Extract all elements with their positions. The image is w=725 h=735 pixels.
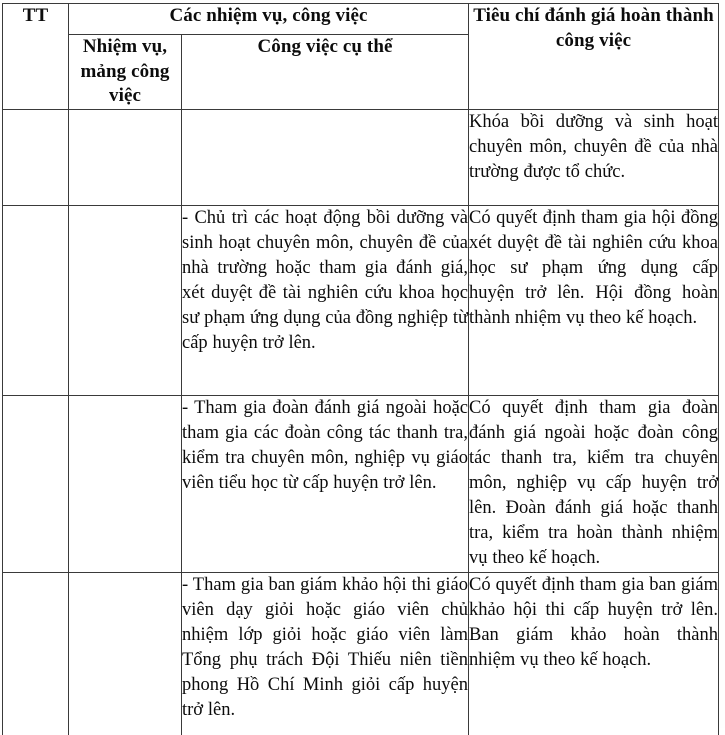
header-cell-task-group: Các nhiệm vụ, công việc	[69, 4, 469, 35]
cell-task-detail: - Chủ trì các hoạt động bồi dưỡng và sinh hoạt chuyên môn, chuyên đề của nhà trường hoặc tham gia đánh giá, xét duyệt đề tài nghiên cứu khoa học sư phạm ứng dụng của đồng nghiệp từ cấp huyện trở lên.	[182, 206, 469, 396]
cell-tt	[3, 396, 69, 572]
table-row	[3, 572, 719, 735]
table-header	[3, 4, 719, 110]
table-row	[3, 206, 719, 396]
table-body	[3, 110, 719, 735]
cell-task-detail: - Tham gia ban giám khảo hội thi giáo viên dạy giỏi hoặc giáo viên chủ nhiệm lớp giỏi hoặc giáo viên làm Tổng phụ trách Đội Thiếu niên tiền phong Hồ Chí Minh giỏi cấp huyện trở lên.	[182, 572, 469, 735]
header-cell-criteria: Tiêu chí đánh giá hoàn thành công việc	[469, 4, 719, 110]
table-row	[3, 110, 719, 206]
cell-criteria: Khóa bồi dưỡng và sinh hoạt chuyên môn, chuyên đề của nhà trường được tổ chức.	[469, 110, 719, 206]
cell-criteria: Có quyết định tham gia ban giám khảo hội thi cấp huyện trở lên. Ban giám khảo hoàn thành nhiệm vụ theo kế hoạch.	[469, 572, 719, 735]
cell-task-detail: - Tham gia đoàn đánh giá ngoài hoặc tham gia các đoàn công tác thanh tra, kiểm tra chuyên môn, nghiệp vụ giáo viên tiểu học từ cấp huyện trở lên.	[182, 396, 469, 572]
cell-criteria: Có quyết định tham gia hội đồng xét duyệt đề tài nghiên cứu khoa học sư phạm ứng dụng cấp huyện trở lên. Hội đồng hoàn thành nhiệm vụ theo kế hoạch.	[469, 206, 719, 396]
cell-tt	[3, 110, 69, 206]
cell-task-area	[69, 206, 182, 396]
header-cell-task-detail: Công việc cụ thể	[182, 35, 469, 110]
cell-task-area	[69, 572, 182, 735]
cell-task-detail	[182, 110, 469, 206]
header-row-group	[3, 4, 719, 35]
cell-tt	[3, 206, 69, 396]
cell-criteria: Có quyết định tham gia đoàn đánh giá ngoài hoặc đoàn công tác thanh tra, kiểm tra chuyên môn, nghiệp vụ cấp huyện trở lên. Đoàn đánh giá hoặc thanh tra, kiểm tra hoàn thành nhiệm vụ theo kế hoạch.	[469, 396, 719, 572]
cell-task-area	[69, 396, 182, 572]
cell-task-area	[69, 110, 182, 206]
cell-tt	[3, 572, 69, 735]
header-cell-tt: TT	[3, 4, 69, 110]
criteria-table	[2, 3, 719, 735]
header-cell-task-area: Nhiệm vụ, mảng công việc	[69, 35, 182, 110]
table-row	[3, 396, 719, 572]
